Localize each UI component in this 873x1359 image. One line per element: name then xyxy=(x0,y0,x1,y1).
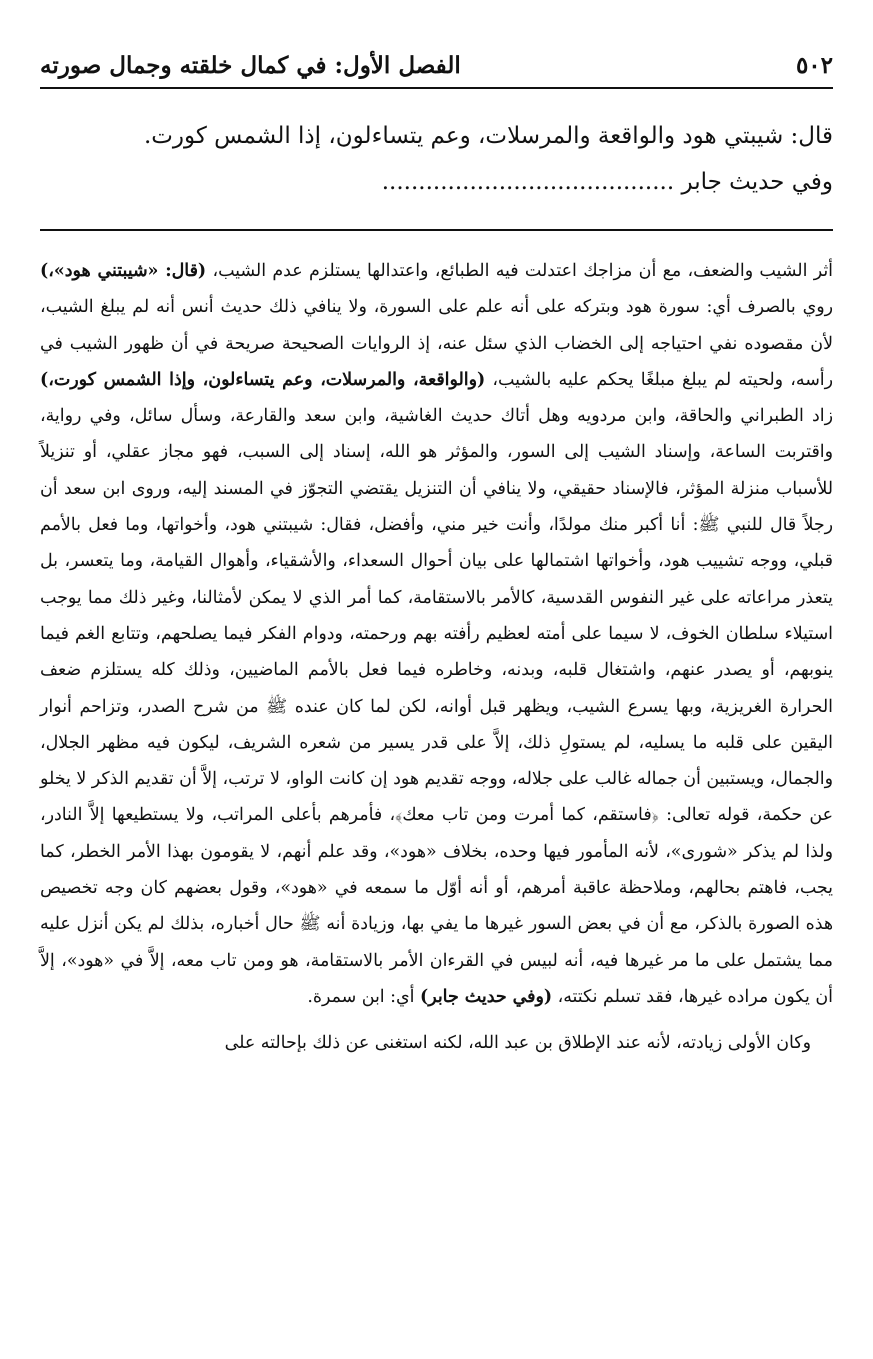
hadith-text xyxy=(40,113,833,205)
running-header xyxy=(40,52,833,89)
commentary-paragraph-2: وكان الأولى زيادته، لأنه عند الإطلاق بن عبد الله، لكنه استغنى عن ذلك بإحالته على xyxy=(224,1033,811,1054)
commentary-text: زاد الطبراني والحاقة، وابن مردويه وهل أتاك حديث الغاشية، وابن سعد والقارعة، وسأل سائل، وفي رواية، واقتربت الساعة، وإسناد الشيب إلى السور، والمؤثر هو الله، إسناد إلى السبب، فهو مجاز عقلي، أو تنزيلاً للأسباب منزلة المؤثر، فالإسناد حقيقي، ولا ينافي أن التنزيل يقتضي التجوّز في المسند إليه، وروى ابن سعد أن رجلاً قال للنبي ﷺ: أنا أكبر منك مولدًا، وأنت خير مني، وأفضل، فقال: شيبتني هود، وأخواتها، وما فعل بالأمم قبلي، ووجه تشييب هود، وأخواتها اشتمالها على بيان أحوال السعداء، والأشقياء، وأهوال القيامة، وما يتعسر، بل يتعذر مراعاته على غير النفوس القدسية، كالأمر بالاستقامة، كما أمر الذي لا يمكن لأمثالنا، وغير ذلك مما يوجب استيلاء سلطان الخوف، لا سيما على أمته لعظيم رأفته بهم ورحمته، ودوام الفكر فيما يصلحهم، وتتابع الغم فيما ينوبهم، أو يصدر عنهم، واشتغال قلبه، وبدنه، وخاطره فيما فعل بالأمم الماضيين، وذلك كله يستلزم ضعف الحرارة الغريزية، وبها يسرع الشيب، ويظهر قبل أوانه، لكن لما كان عنده ﷺ من شرح الصدر، وتزاحم أنوار اليقين على قلبه ما يسليه، لم يستولِ ذلك، إلاَّ على قدر يسير من شعره الشريف، ليكون فيه مظهر الجلال، والجمال، ويستبين أن جماله غالب على جلاله، ووجه تقديم هود إن كانت الواو، لا ترتب، إلاَّ أن تقديم الذكر لا يخلو عن حكمة، قوله تعالى: ﴿فاستقم، كما أمرت ومن تاب معك﴾، فأمرهم بأعلى المراتب، ولا يستطيعها إلاَّ النادر، ولذا لم يذكر «شورى»، لأنه المأمور فيها وحده، بخلاف «هود»، وقد علم أنهم، لا يقومون بهذا الأمر الخطر، كما يجب، فاهتم بحالهم، وملاحظة عاقبة أمرهم، أو أنه أوّل ما سمعه في «هود»، وقول بعضهم كان وجه تخصيص هذه الصورة بالذكر، مع أن في بعض السور غيرها ما يفي بها، وزيادة أنه ﷺ حال أخباره، بذلك لم يكن أنزل عليه مما يشتمل على ما مر غيرها فيه، أنه لبيس في القرءان الأمر بالاستقامة، هو ومن تاب معه، إلاَّ في «هود»، إلاَّ أن يكون مراده غيرها، فقد تسلم نكتته، xyxy=(39,406,833,1007)
commentary-text: أي: ابن سمرة. xyxy=(307,986,421,1007)
hadith-line-1: قال: شيبتي هود والواقعة والمرسلات، وعم يتساءلون، إذا الشمس كورت. xyxy=(143,123,833,149)
commentary-paragraph-1 xyxy=(40,253,833,1015)
page-number: ٥٠٢ xyxy=(795,52,833,79)
quoted-matn: (قال: «شيبتني هود»،) xyxy=(40,261,207,281)
commentary-text: أثر الشيب والضعف، مع أن مزاجك اعتدلت فيه الطبائع، واعتدالها يستلزم عدم الشيب، xyxy=(206,261,833,281)
hadith-line-2 xyxy=(40,159,833,205)
chapter-title: الفصل الأول: في كمال خلقته وجمال صورته xyxy=(40,52,461,79)
quoted-matn: (والواقعة، والمرسلات، وعم يتساءلون، وإذا الشمس كورت،) xyxy=(40,369,486,390)
quoted-matn: (وفي حديث جابر) xyxy=(420,986,553,1007)
commentary-text: روي بالصرف أي: سورة هود وبتركه على أنه علم على السورة، ولا ينافي ذلك حديث أنس أنه لم يبلغ الشيب، لأن مقصوده نفي احتياجه إلى الخضاب الذي سئل عنه، إذ الروايات الصحيحة صريحة في أن ظهور الشيب في رأسه، ولحيته لم يبلغ مبلغًا يحكم عليه بالشيب، xyxy=(40,297,833,390)
book-page xyxy=(40,52,833,1062)
commentary xyxy=(40,253,833,1062)
divider xyxy=(40,229,833,231)
hadith-line-2-text: وفي حديث جابر xyxy=(681,169,833,195)
hadith-dots: ........................................ xyxy=(381,169,675,195)
